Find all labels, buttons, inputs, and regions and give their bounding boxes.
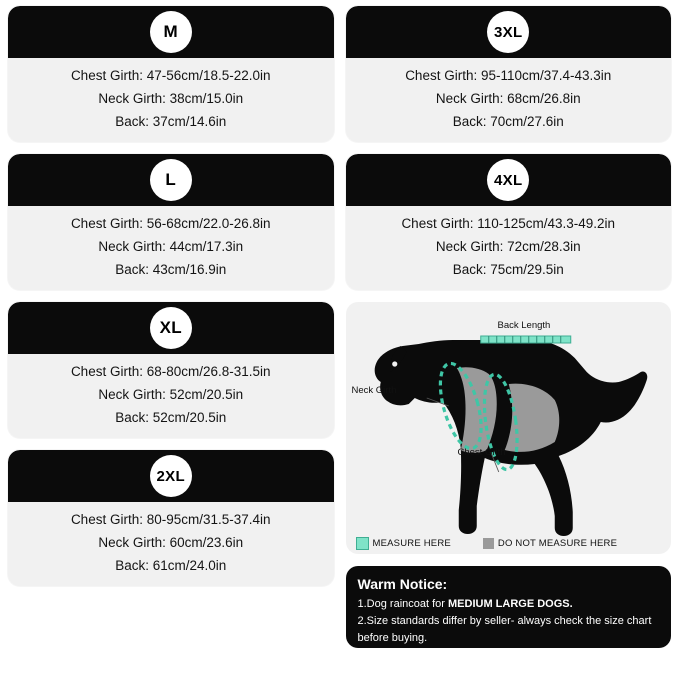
back-length-value: Back: 37cm/14.6in: [115, 114, 227, 129]
size-card-body: [8, 58, 334, 142]
size-badge: XL: [150, 307, 192, 349]
back-length-value: Back: 70cm/27.6in: [452, 114, 564, 129]
chest-girth-value: Chest Girth: 80-95cm/31.5-37.4in: [70, 512, 271, 527]
size-badge: L: [150, 159, 192, 201]
chest-girth-value: Chest Girth: 68-80cm/26.8-31.5in: [70, 364, 271, 379]
back-length-label: Back Length: [497, 320, 551, 331]
size-card-l: [8, 154, 334, 290]
neck-girth-value: Neck Girth: 72cm/28.3in: [435, 239, 581, 254]
notice-line-2: 2.Size standards differ by seller- always check the size chart: [357, 614, 652, 627]
notice-title: Warm Notice:: [357, 576, 448, 592]
chest-girth-value: Chest Girth: 47-56cm/18.5-22.0in: [70, 68, 271, 83]
size-card-body: [346, 206, 672, 290]
back-length-value: Back: 75cm/29.5in: [452, 262, 564, 277]
notice-line-1-emphasis: MEDIUM LARGE DOGS.: [448, 598, 573, 610]
measure-here-swatch-icon: [356, 537, 369, 550]
diagram-legend: [346, 537, 672, 550]
back-length-value: Back: 61cm/24.0in: [115, 558, 227, 573]
dog-illustration: [346, 302, 672, 554]
size-card-header: [8, 154, 334, 206]
left-column: [8, 6, 334, 689]
size-badge: 3XL: [487, 11, 529, 53]
size-card-4xl: [346, 154, 672, 290]
size-card-header: [8, 450, 334, 502]
size-badge: 4XL: [487, 159, 529, 201]
back-length-value: Back: 43cm/16.9in: [115, 262, 227, 277]
size-card-body: [8, 206, 334, 290]
notice-line-3: before buying.: [357, 631, 428, 644]
measurement-diagram: [346, 302, 672, 554]
size-badge: 2XL: [150, 455, 192, 497]
size-card-body: [8, 354, 334, 438]
size-card-2xl: [8, 450, 334, 586]
notice-line-1-text: 1.Dog raincoat for: [357, 598, 448, 610]
neck-girth-value: Neck Girth: 38cm/15.0in: [98, 91, 244, 106]
back-length-value: Back: 52cm/20.5in: [115, 410, 227, 425]
size-chart-grid: [8, 6, 671, 689]
size-card-m: [8, 6, 334, 142]
warm-notice-panel: [346, 566, 672, 648]
neck-girth-value: Neck Girth: 68cm/26.8in: [435, 91, 581, 106]
do-not-measure-label: DO NOT MEASURE HERE: [497, 538, 618, 549]
do-not-measure-swatch-icon: [483, 538, 494, 549]
size-card-header: [8, 6, 334, 58]
neck-girth-value: Neck Girth: 44cm/17.3in: [98, 239, 244, 254]
chest-girth-value: Chest Girth: 110-125cm/43.3-49.2in: [401, 216, 616, 231]
neck-girth-value: Neck Girth: 52cm/20.5in: [98, 387, 244, 402]
size-card-header: [8, 302, 334, 354]
neck-girth-value: Neck Girth: 60cm/23.6in: [98, 535, 244, 550]
size-card-body: [8, 502, 334, 586]
size-card-3xl: [346, 6, 672, 142]
measure-here-label: MEASURE HERE: [372, 538, 451, 549]
neck-girth-label: Neck Girth: [351, 385, 397, 396]
size-badge: M: [150, 11, 192, 53]
chest-girth-value: Chest Girth: 95-110cm/37.4-43.3in: [405, 68, 612, 83]
size-card-header: [346, 154, 672, 206]
size-card-header: [346, 6, 672, 58]
chest-girth-value: Chest Girth: 56-68cm/22.0-26.8in: [70, 216, 271, 231]
chest-girth-label: Chest Grith: [457, 447, 506, 458]
back-length-tape: [480, 336, 570, 343]
right-column: [346, 6, 672, 689]
size-card-xl: [8, 302, 334, 438]
size-card-body: [346, 58, 672, 142]
notice-line-1: [358, 597, 660, 612]
